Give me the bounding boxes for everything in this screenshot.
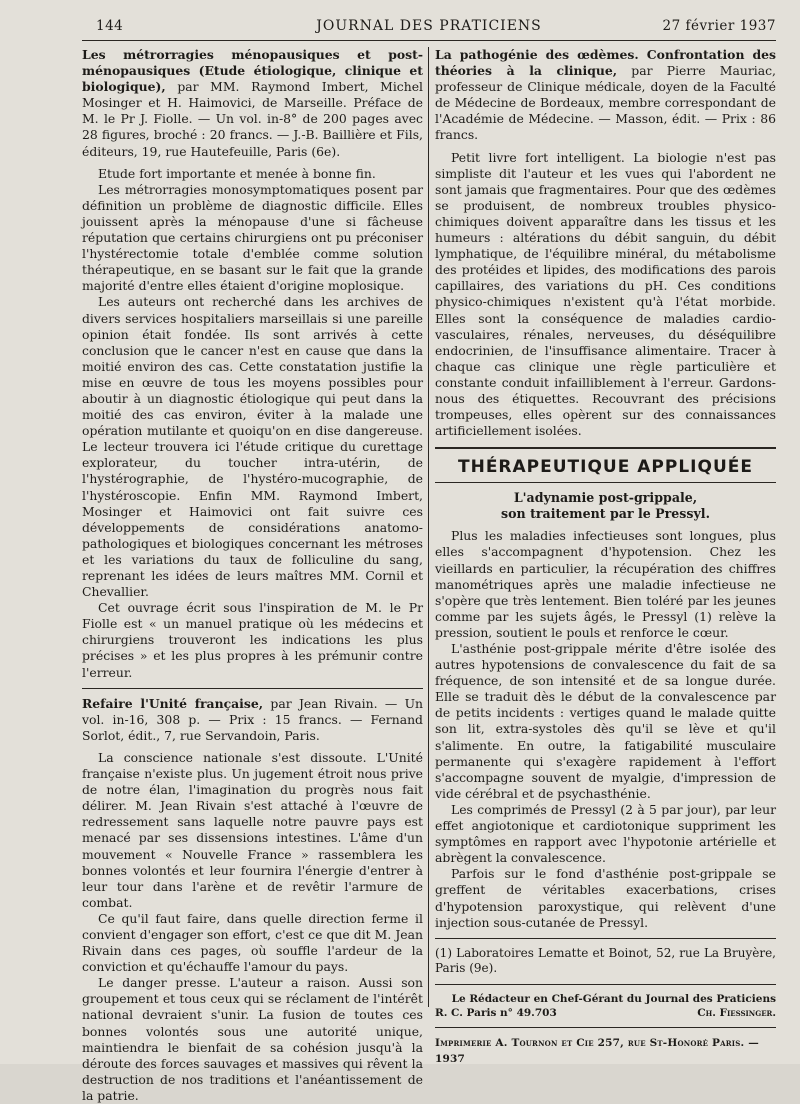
rc-number: R. C. Paris n° 49.703 <box>435 1006 557 1019</box>
left-column <box>82 47 423 1104</box>
review-title: Refaire l'Unité française, <box>82 695 264 711</box>
right-column <box>435 47 776 1104</box>
paragraph: Cet ouvrage écrit sous l'inspiration de M. le Pr Fiolle est « un manuel pratique où les médecins et chirurgiens trouveront les indications les plus précises » et les plus propres à les prémunir contre l'erreur. <box>82 600 423 680</box>
header-rule <box>82 40 776 41</box>
paragraph: L'asthénie post-grippale mérite d'être isolée des autres hypotensions de convalescence du fait de sa fréquence, de son intensité et de sa longue durée. Elle se traduit dès le début de la convalescence par de petits incidents : vertiges quand le malade quitte son lit, extra-systoles dès qu'il se lève et qu'il s'alimente. En outre, la fatigabilité musculaire permanente qui s'exagère rapidement à l'effort s'accompagne souvent de myalgie, d'impression de vide cérébral et de psychasthénie. <box>435 641 776 801</box>
running-head <box>82 12 776 40</box>
paragraph: Etude fort importante et menée à bonne fin. <box>98 165 376 181</box>
section-divider <box>82 688 423 689</box>
article-title-line: son traitement par le Pressyl. <box>501 506 710 522</box>
paragraph: Les comprimés de Pressyl (2 à 5 par jour), par leur effet angiotonique et cardiotonique suppriment les symptômes en rapport avec l'hypotonie artérielle et abrègent la convalescence. <box>435 801 776 866</box>
columns <box>82 47 776 1104</box>
section-heading: THÉRAPEUTIQUE APPLIQUÉE <box>458 457 753 478</box>
signature-name: Ch. Fiessinger. <box>697 1006 776 1019</box>
heading-rule <box>435 482 776 483</box>
paragraph: Petit livre fort intelligent. La biologie n'est pas simpliste dit l'auteur et les vues qui l'abordent ne sont jamais que fragmentaires. Pour que des œdèmes se produisent, de nombreux troubles physico-chimiques doivent apparaître dans les tissus et les humeurs : altérations du débit sanguin, du débit lymphatique, de l'équilibre minéral, du métabolisme des protéides et lipides, des modifications des parois capillaires, des variations du pH. Ces conditions physico-chimiques n'existent qu'à l'état morbide. Elles sont la conséquence de maladies cardio-vasculaires, rénales, nerveuses, du déséquilibre endocrinien, de l'insuffisance alimentaire. Tracer à chaque cas clinique une règle particulière et constante conduit infailliblement à l'erreur. Gardons-nous des étiquettes. Recouvrant des précisions trompeuses, elles opèrent sur des connaissances artificiellement isolées. <box>435 149 776 439</box>
colophon-row <box>435 1006 776 1020</box>
page-number: 144 <box>96 18 124 34</box>
review-title: La pathogénie des œdèmes. Confrontation des théories à la clinique, <box>435 47 776 79</box>
footnote: (1) Laboratoires Lematte et Boinot, 52, rue La Bruyère, Paris (9e). <box>435 945 776 976</box>
column-rule <box>428 47 429 1007</box>
paragraph: Parfois sur le fond d'asthénie post-grippale se greffent de véritables exacerbations, crises d'hypotension paroxystique, qui relèvent d'une injection sous-cutanée de Pressyl. <box>435 866 776 930</box>
paragraph: Les auteurs ont recherché dans les archives de divers services hospitaliers marseillais si une pareille opinion était fondée. Ils sont arrivés à cette conclusion que le cancer n'est en cause que dans la moitié environ des cas. Cette constatation justifie la mise en œuvre de tous les moyens possibles pour aboutir à un diagnostic étiologique qui peut dans la moitié des cas environ, éviter à la malade une opération mutilante et quoiqu'on en dise dangereuse. Le lecteur trouvera ici l'étude critique du curettage explorateur, du toucher intra-utérin, de l'hystérographie, de l'hystéro-mucographie, de l'hystéroscopie. Enfin MM. Raymond Imbert, Mosinger et Haimovici ont fait suivre ces développements de considérations anatomo-pathologiques et biologiques concernant les métroses et les variations du taux de folliculine du sang, reprenant les idées de leurs maîtres MM. Cornil et Chevallier. <box>82 294 423 600</box>
review-reference <box>435 47 776 144</box>
paragraph: Les métrorragies monosymptomatiques posent par définition un problème de diagnostic difficile. Elles jouissent après la ménopause d'une si fâcheuse réputation que certains chirurgiens ont pu préconiser l'hystérectomie totale d'emblée comme solution thérapeutique, en se basant sur le fait que la grande majorité d'entre elles étaient d'origine moplosique. <box>82 181 423 294</box>
review-reference <box>82 47 423 160</box>
paragraph: La conscience nationale s'est dissoute. L'Unité française n'existe plus. Un jugement étroit nous prive de notre élan, l'imagination du progrès nous fait délirer. M. Jean Rivain s'est attaché à l'œuvre de redressement sans laquelle notre pauvre pays est menacé par ses dissensions intestines. L'âme d'un mouvement « Nouvelle France » rassemblera les bonnes volontés et leur fournira l'énergie d'entrer à leur tour dans l'arène et de revêtir l'armure de combat. <box>82 749 423 910</box>
review-ref-details: par Jean Rivain. — Un vol. in-16, 308 p. — Prix : 15 francs. — Fernand Sorlot, édit., 7, rue Servandoin, Paris. <box>82 695 424 743</box>
issue-date: 27 février 1937 <box>662 18 776 34</box>
imprimerie-line: Imprimerie A. Tournon et Cie 257, rue St-Honoré Paris. — 1937 <box>435 1036 759 1065</box>
review-title: Les métrorragies ménopausiques et post-ménopausiques (Etude étiologique, clinique et biologique), <box>82 47 423 95</box>
colophon <box>435 992 776 1020</box>
review-ref-details: par Pierre Mauriac, professeur de Clinique médicale, doyen de la Faculté de Médecine de Bordeaux, membre correspondant de l'Académie de Médecine. — Masson, édit. — Prix : 86 francs. <box>435 63 776 143</box>
paragraph: Plus les maladies infectieuses sont longues, plus elles s'accompagnent d'hypotension. Chez les vieillards en particulier, la récupération des chiffres manométriques après une maladie infectieuse ne s'opère que très lentement. Bien toléré par les jeunes comme par les sujets âgés, le Pressyl (1) relève la pression, soutient le pouls et renforce le cœur. <box>435 528 776 640</box>
paragraph: Ce qu'il faut faire, dans quelle direction ferme il convient d'engager son effort, c'est ce que dit M. Jean Rivain dans ces pages, où souffle l'ardeur de la conviction et qu'échauffe l'amour du pays. <box>82 910 423 975</box>
paragraph: Le danger presse. L'auteur a raison. Aussi son groupement et tous ceux qui se réclament de l'intérêt national devraient s'unir. La fusion de toutes ces bonnes volontés sous une autorité unique, maintiendra le bienfait de sa cohésion jusqu'à la déroute des forces sauvages et massives qui rêvent la destruction de nos traditions et l'anéantissement de la patrie. <box>82 975 423 1103</box>
journal-title: JOURNAL DES PRATICIENS <box>316 18 542 34</box>
review-reference <box>82 696 423 744</box>
footnote-rule <box>435 938 776 939</box>
article-title <box>435 490 776 522</box>
article-title-line: L'adynamie post-grippale, <box>513 490 698 506</box>
colophon-rule <box>435 984 776 985</box>
redacteur-line: Le Rédacteur en Chef-Gérant du Journal des Praticiens <box>451 992 776 1005</box>
review-ref-details: par MM. Raymond Imbert, Michel Mosinger et H. Haimovici, de Marseille. Préface de M. le Pr J. Fiolle. — Un vol. in-8° de 200 pages avec 28 figures, broché : 20 francs. — J.-B. Baillière et Fils, éditeurs, 19, rue Hautefeuille, Paris (6e). <box>82 79 423 159</box>
section-divider <box>435 447 776 449</box>
imprimerie-rule <box>435 1027 776 1028</box>
